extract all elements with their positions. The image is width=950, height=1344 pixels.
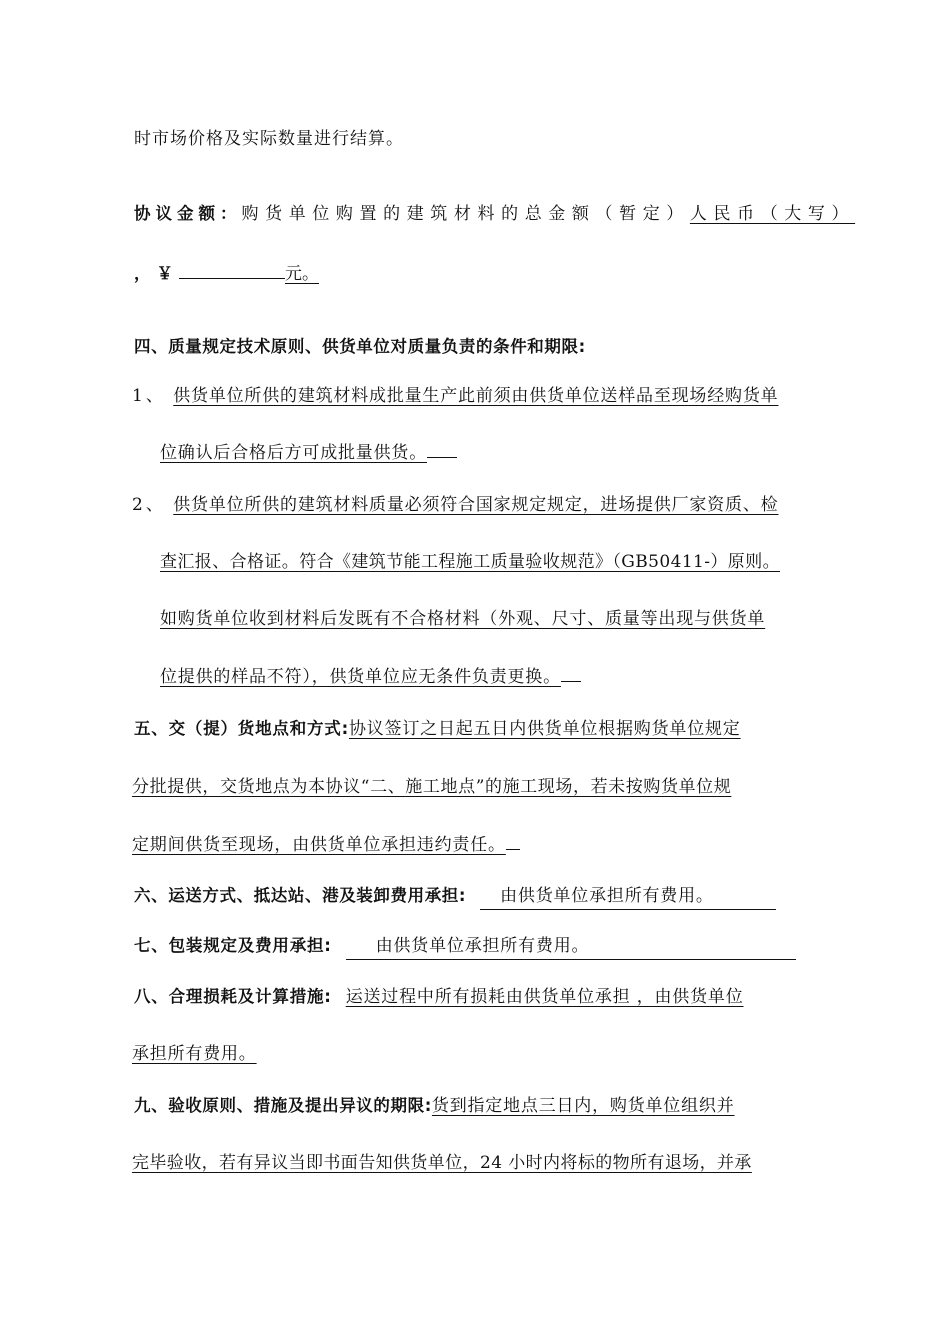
s4-item-2-line-2 [160,551,780,573]
section-7-value [346,935,796,960]
amount-yuan: 元。 [285,264,319,284]
section-5-line-3 [132,833,520,856]
item-text: 供货单位所供的建筑材料质量必须符合国家规定规定，进场提供厂家资质、检 [173,495,779,515]
section-7-line [134,935,796,960]
item-text: 位确认后合格后方可成批量供货。 [160,443,427,463]
section-9-text: 货到指定地点三日内，购货单位组织并 [431,1096,735,1116]
item-text: 如购货单位收到材料后发既有不合格材料（外观、尺寸、质量等出现与供货单 [160,609,766,629]
s4-item-2-line-3 [160,608,765,630]
item-number: 2、 [132,495,166,515]
underline-tail [561,665,581,682]
amount-comma: ，￥ [134,264,179,283]
section-8-text: 运送过程中所有损耗由供货单位承担 ，由供货单位 [345,987,744,1007]
section-5-text: 定期间供货至现场，由供货单位承担违约责任。 [132,835,506,855]
amount-rmb: 人民币（大写） [689,204,856,224]
amount-figure-line [134,260,319,285]
item-text: 供货单位所供的建筑材料成批量生产此前须由供货单位送样品至现场经购货单 [173,386,779,406]
section-8-line-1 [134,986,744,1008]
section-5-line-1 [134,718,741,740]
value-text: 由供货单位承担所有费用。 [375,936,590,956]
section-6-heading: 六、运送方式、抵达站、港及装卸费用承担: [134,886,467,905]
amount-label: 协议金额： [134,204,242,223]
section-9-heading: 九、验收原则、措施及提出异议的期限: [134,1096,432,1115]
text-line [134,128,404,150]
section-5-text: 分批提供，交货地点为本协议“二、施工地点”的施工现场，若未按购货单位规 [132,777,732,797]
section-5-text: 协议签订之日起五日内供货单位根据购货单位规定 [349,719,741,739]
section-6-value [480,885,776,910]
section-6-line [134,885,776,910]
section-9-line-1 [134,1095,735,1117]
amount-text: 购货单位购置的建筑材料的总金额（暂定） [241,204,690,224]
agreement-amount-line [134,203,855,225]
item-text: 位提供的样品不符），供货单位应无条件负责更换。 [160,667,561,687]
section-8-line-2 [132,1043,257,1065]
section-7-heading: 七、包装规定及费用承担: [134,936,332,955]
underline-tail [427,441,457,458]
section-8-text: 承担所有费用。 [132,1044,257,1064]
section-8-heading: 八、合理损耗及计算措施: [134,987,332,1006]
value-text: 由供货单位承担所有费用。 [500,886,714,906]
paragraph-text: 时市场价格及实际数量进行结算。 [134,129,404,149]
heading-text: 四、质量规定技术原则、供货单位对质量负责的条件和期限: [134,337,586,356]
item-text: 查汇报、合格证。符合《建筑节能工程施工质量验收规范》（GB50411-）原则。 [160,552,780,572]
section-4-heading [134,336,586,358]
underline-tail [506,833,520,850]
s4-item-2-line-1 [132,494,778,516]
amount-blank [179,260,285,279]
s4-item-2-line-4 [160,665,581,688]
item-number: 1、 [132,386,166,406]
s4-item-1-line-1 [132,385,778,407]
s4-item-1-line-2 [160,441,457,464]
section-5-line-2 [132,776,731,798]
section-9-line-2 [132,1152,752,1174]
section-5-heading: 五、交（提）货地点和方式: [134,719,349,738]
section-9-text: 完毕验收，若有异议当即书面告知供货单位，24 小时内将标的物所有退场，并承 [132,1153,752,1173]
